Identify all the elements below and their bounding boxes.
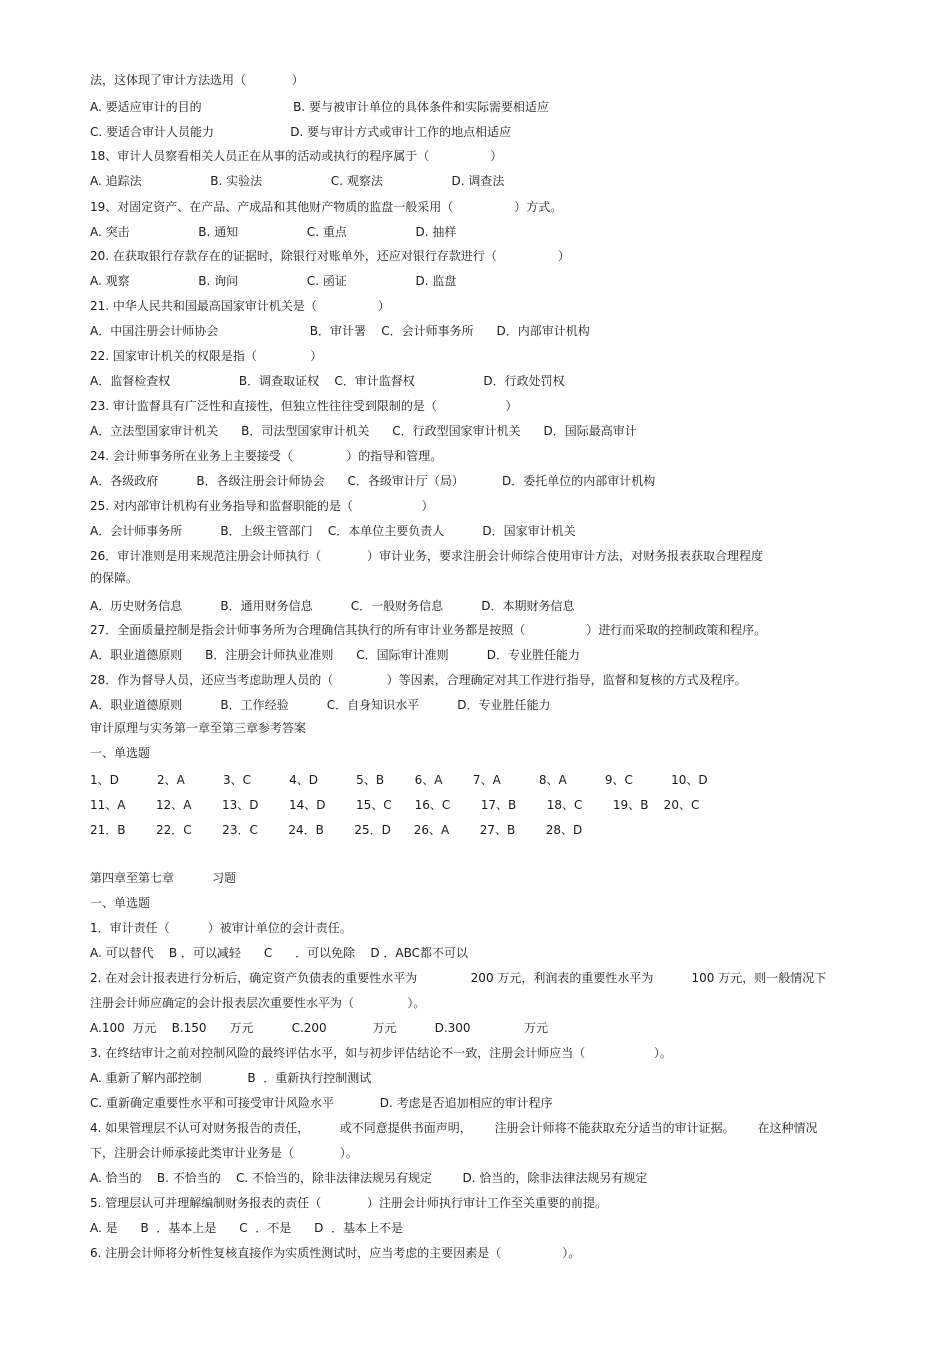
question-text: 23. 审计监督具有广泛性和直接性，但独立性往往受到限制的是（ ） [90, 399, 518, 413]
answer-options: A. 是 B ．基本上是 C ．不是 D ．基本上不是 [90, 1221, 404, 1235]
answer-options: A．历史财务信息 B．通用财务信息 C．一般财务信息 D．本期财务信息 [90, 599, 575, 613]
question-text: 19、对固定资产、在产品、产成品和其他财产物质的监盘一般采用（ ）方式。 [90, 200, 563, 214]
question-text: 2. 在对会计报表进行分析后，确定资产负债表的重要性水平为 200 万元，利润表的重要性水平为 100 万元，则一般情况下 [90, 971, 827, 985]
answer-row: 11、A 12、A 13、D 14、D 15、C 16、C 17、B 18、C 19、B 20、C [90, 798, 700, 812]
answer-options: A．监督检查权 B．调查取证权 C．审计监督权 D．行政处罚权 [90, 374, 565, 388]
question-text: 26．审计准则是用来规范注册会计师执行（ ）审计业务，要求注册会计师综合使用审计方法，对财务报表获取合理程度 [90, 549, 764, 563]
answer-options: A．中国注册会计师协会 B．审计署 C．会计师事务所 D．内部审计机构 [90, 324, 590, 338]
answer-row: 21．B 22．C 23．C 24．B 25．D 26、A 27、B 28、D [90, 823, 583, 837]
answer-options: C. 要适合审计人员能力 D. 要与审计方式或审计工作的地点相适应 [90, 125, 512, 139]
question-text: 27．全面质量控制是指会计师事务所为合理确信其执行的所有审计业务都是按照（ ）进行而采取的控制政策和程序。 [90, 623, 767, 637]
question-text: 1．审计责任（ ）被审计单位的会计责任。 [90, 921, 352, 935]
question-text: 18、审计人员察看相关人员正在从事的活动或执行的程序属于（ ） [90, 149, 503, 163]
chapter-title: 第四章至第七章 习题 [90, 871, 237, 885]
question-text: 25. 对内部审计机构有业务指导和监督职能的是（ ） [90, 499, 434, 513]
answer-row: 1、D 2、A 3、C 4、D 5、B 6、A 7、A 8、A 9、C 10、D [90, 773, 708, 787]
question-text: 21. 中华人民共和国最高国家审计机关是（ ） [90, 299, 390, 313]
answer-options: A．各级政府 B．各级注册会计师协会 C．各级审计厅（局） D．委托单位的内部审计机构 [90, 474, 656, 488]
question-text: 28．作为督导人员，还应当考虑助理人员的（ ）等因素，合理确定对其工作进行指导，监督和复核的方式及程序。 [90, 673, 747, 687]
question-text: 下，注册会计师承接此类审计业务是（ ）。 [90, 1146, 358, 1160]
answer-options: A．职业道德原则 B．工作经验 C．自身知识水平 D．专业胜任能力 [90, 698, 551, 712]
answers-title: 审计原理与实务第一章至第三章参考答案 [90, 721, 307, 735]
answer-options: A．职业道德原则 B．注册会计师执业准则 C．国际审计准则 D．专业胜任能力 [90, 648, 580, 662]
question-text: 的保障。 [90, 571, 139, 585]
question-text: 5. 管理层认可并理解编制财务报表的责任（ ）注册会计师执行审计工作至关重要的前提。 [90, 1196, 608, 1210]
answer-options: A. 观察 B. 询问 C. 函证 D. 监盘 [90, 274, 457, 288]
answer-options: A. 重新了解内部控制 B ．重新执行控制测试 [90, 1071, 372, 1085]
answer-options: A. 突击 B. 通知 C. 重点 D. 抽样 [90, 225, 457, 239]
question-text: 法，这体现了审计方法选用（ ） [90, 73, 304, 87]
answer-options: A.100 万元 B.150 万元 C.200 万元 D.300 万元 [90, 1021, 548, 1035]
question-text: 注册会计师应确定的会计报表层次重要性水平为（ ）。 [90, 996, 426, 1010]
answer-options: A．会计师事务所 B．上级主管部门 C．本单位主要负责人 D．国家审计机关 [90, 524, 576, 538]
question-text: 4. 如果管理层不认可对财务报告的责任， 或不同意提供书面声明， 注册会计师将不能获取充分适当的审计证据。 在这种情况 [90, 1121, 818, 1135]
question-text: 24. 会计师事务所在业务上主要接受（ ）的指导和管理。 [90, 449, 443, 463]
question-text: 3. 在终结审计之前对控制风险的最终评估水平，如与初步评估结论不一致，注册会计师应当（ ）。 [90, 1046, 672, 1060]
question-text: 6. 注册会计师将分析性复核直接作为实质性测试时，应当考虑的主要因素是（ ）。 [90, 1246, 581, 1260]
answer-options: A. 要适应审计的目的 B. 要与被审计单位的具体条件和实际需要相适应 [90, 100, 550, 114]
section-heading: 一、单选题 [90, 746, 151, 760]
answer-options: A．立法型国家审计机关 B．司法型国家审计机关 C．行政型国家审计机关 D．国际最高审计 [90, 424, 637, 438]
answer-options: C. 重新确定重要性水平和可接受审计风险水平 D. 考虑是否追加相应的审计程序 [90, 1096, 553, 1110]
answer-options: A. 可以替代 B ．可以减轻 C ．可以免除 D ．ABC都不可以 [90, 946, 469, 960]
question-text: 20. 在获取银行存款存在的证据时，除银行对账单外，还应对银行存款进行（ ） [90, 249, 570, 263]
answer-options: A. 恰当的 B. 不恰当的 C. 不恰当的，除非法律法规另有规定 D. 恰当的，除非法律法规另有规定 [90, 1171, 648, 1185]
section-heading: 一、单选题 [90, 896, 151, 910]
answer-options: A. 追踪法 B. 实验法 C. 观察法 D. 调查法 [90, 174, 505, 188]
question-text: 22. 国家审计机关的权限是指（ ） [90, 349, 323, 363]
